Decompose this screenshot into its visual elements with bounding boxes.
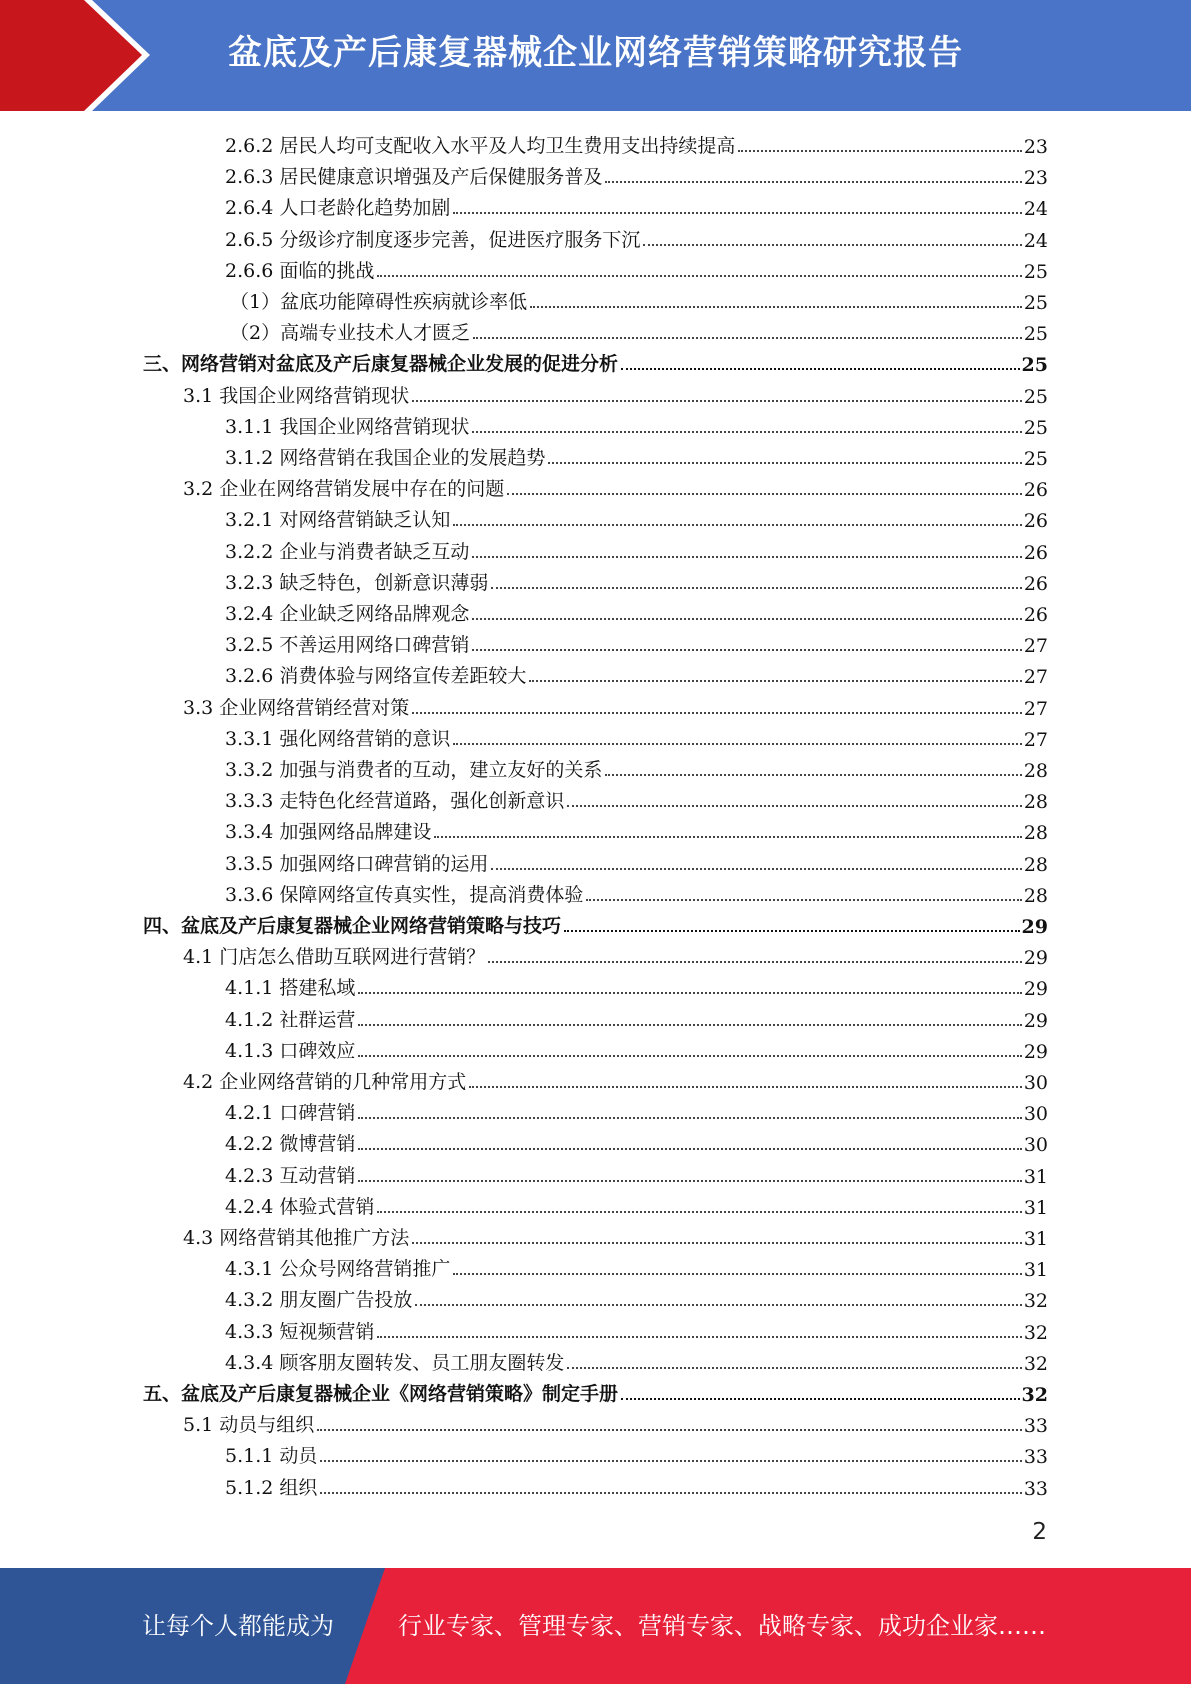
toc-entry-page: 27	[1023, 728, 1048, 751]
toc-entry[interactable]	[183, 938, 1048, 969]
toc-entry-page: 28	[1023, 822, 1048, 845]
report-title: 盆底及产后康复器械企业网络营销策略研究报告	[228, 33, 963, 73]
toc-entry[interactable]	[225, 595, 1048, 626]
toc-leader-dots	[412, 400, 1022, 402]
toc-entry[interactable]	[230, 314, 1048, 345]
toc-entry-page: 25	[1023, 385, 1048, 408]
toc-leader-dots	[567, 1367, 1021, 1369]
toc-leader-dots	[358, 1180, 1021, 1182]
toc-entry-page: 29	[1023, 947, 1048, 970]
toc-entry[interactable]	[225, 1344, 1048, 1375]
toc-entry-label: 2.6.5 分级诊疗制度逐步完善，促进医疗服务下沉	[225, 228, 641, 251]
toc-entry-page: 25	[1023, 416, 1048, 439]
toc-entry[interactable]	[183, 470, 1048, 501]
toc-entry-page: 28	[1023, 884, 1048, 907]
toc-leader-dots	[358, 1055, 1021, 1057]
toc-entry-label: 4.3.1 公众号网络营销推广	[225, 1258, 451, 1281]
toc-entry-page: 33	[1023, 1477, 1048, 1500]
toc-leader-dots	[621, 1398, 1020, 1400]
toc-entry-label: 4.3 网络营销其他推广方法	[183, 1227, 410, 1249]
toc-entry-page: 29	[1023, 1009, 1048, 1032]
toc-entry-label: 4.2 企业网络营销的几种常用方式	[183, 1071, 467, 1093]
toc-leader-dots	[453, 1273, 1021, 1275]
toc-leader-dots	[412, 1242, 1022, 1244]
toc-entry-page: 23	[1023, 136, 1048, 158]
toc-entry-label: 4.2.3 互动营销	[225, 1164, 356, 1187]
toc-entry[interactable]	[225, 813, 1048, 844]
header-red-chevron	[0, 0, 150, 111]
toc-entry-page: 27	[1023, 697, 1048, 720]
toc-leader-dots	[473, 337, 1022, 339]
toc-entry-label: 四、盆底及产后康复器械企业网络营销策略与技巧	[143, 915, 562, 937]
toc-entry[interactable]	[225, 564, 1048, 595]
toc-leader-dots	[412, 712, 1022, 714]
toc-entry-label: 3.1 我国企业网络营销现状	[183, 384, 410, 407]
toc-entry-label: 4.2.2 微博营销	[225, 1133, 356, 1156]
toc-entry-label: 4.3.4 顾客朋友圈转发、员工朋友圈转发	[225, 1351, 565, 1374]
toc-leader-dots	[320, 1460, 1021, 1462]
toc-entry-label: 4.3.2 朋友圈广告投放	[225, 1289, 413, 1312]
page-header	[0, 0, 1191, 111]
toc-leader-dots	[358, 992, 1021, 994]
toc-entry-label: 3.3.6 保障网络宣传真实性，提高消费体验	[225, 883, 584, 906]
toc-entry[interactable]	[225, 1094, 1048, 1125]
toc-entry[interactable]	[225, 533, 1048, 564]
toc-entry-page: 24	[1023, 229, 1048, 252]
toc-entry-page: 31	[1023, 1196, 1048, 1219]
toc-leader-dots	[491, 868, 1021, 870]
toc-entry-label: （1）盆底功能障碍性疾病就诊率低	[230, 291, 528, 313]
toc-entry[interactable]	[225, 876, 1048, 907]
toc-entry[interactable]	[225, 657, 1048, 688]
toc-entry-label: 2.6.6 面临的挑战	[225, 259, 375, 282]
toc-leader-dots	[605, 181, 1021, 183]
toc-leader-dots	[491, 587, 1021, 589]
toc-entry-page: 33	[1023, 1415, 1048, 1438]
toc-leader-dots	[453, 743, 1021, 745]
toc-entry[interactable]	[183, 1406, 1048, 1437]
toc-entry-page: 25	[1021, 354, 1048, 377]
toc-entry-page: 27	[1023, 666, 1048, 689]
toc-entry-label: 3.3 企业网络营销经营对策	[183, 696, 410, 719]
toc-entry-label: 2.6.4 人口老龄化趋势加剧	[225, 197, 451, 220]
toc-entry-page: 33	[1023, 1446, 1048, 1469]
toc-entry-page: 29	[1021, 916, 1048, 938]
toc-entry-label: 五、盆底及产后康复器械企业《网络营销策略》制定手册	[143, 1383, 619, 1405]
toc-entry-label: 3.3.5 加强网络口碑营销的运用	[225, 852, 489, 875]
toc-entry-page: 29	[1023, 978, 1048, 1001]
toc-entry[interactable]	[225, 189, 1048, 220]
toc-entry[interactable]	[225, 221, 1048, 252]
toc-entry-label: 3.1.1 我国企业网络营销现状	[225, 415, 470, 438]
toc-entry-page: 30	[1023, 1134, 1048, 1157]
toc-entry-label: 3.2.2 企业与消费者缺乏互动	[225, 540, 470, 563]
toc-entry-label: 3.2.3 缺乏特色，创新意识薄弱	[225, 571, 489, 594]
toc-entry[interactable]	[225, 439, 1048, 470]
toc-entry-page: 25	[1023, 448, 1048, 470]
toc-entry-label: 3.3.2 加强与消费者的互动，建立友好的关系	[225, 759, 603, 781]
toc-entry-label: （2）高端专业技术人才匮乏	[230, 322, 471, 345]
toc-entry[interactable]	[225, 408, 1048, 439]
toc-entry-label: 2.6.3 居民健康意识增强及产后保健服务普及	[225, 166, 603, 189]
toc-leader-dots	[621, 368, 1020, 370]
toc-leader-dots	[358, 1148, 1021, 1150]
toc-leader-dots	[643, 244, 1021, 246]
toc-leader-dots	[320, 1492, 1021, 1494]
toc-entry-page: 31	[1023, 1259, 1048, 1282]
toc-entry[interactable]	[225, 1313, 1048, 1344]
toc-entry-page: 26	[1023, 572, 1048, 595]
toc-entry[interactable]	[225, 1469, 1048, 1500]
toc-entry-page: 29	[1023, 1040, 1048, 1063]
toc-entry[interactable]	[225, 1032, 1048, 1063]
toc-leader-dots	[472, 649, 1021, 651]
toc-leader-dots	[377, 275, 1021, 277]
toc-entry-label: 5.1.1 动员	[225, 1445, 318, 1468]
toc-entry-label: 3.3.4 加强网络品牌建设	[225, 821, 432, 844]
toc-entry[interactable]	[225, 1250, 1048, 1281]
toc-entry[interactable]	[225, 158, 1048, 189]
toc-entry-page: 31	[1023, 1228, 1048, 1250]
page-number: 2	[1032, 1519, 1047, 1545]
toc-entry-label: 2.6.2 居民人均可支配收入水平及人均卫生费用支出持续提高	[225, 135, 736, 157]
toc-entry[interactable]	[225, 252, 1048, 283]
toc-entry[interactable]	[183, 689, 1048, 720]
toc-leader-dots	[317, 1429, 1022, 1431]
toc-entry[interactable]	[225, 782, 1048, 813]
toc-leader-dots	[415, 1304, 1021, 1306]
toc-entry[interactable]	[225, 1437, 1048, 1468]
toc-leader-dots	[472, 556, 1021, 558]
toc-leader-dots	[358, 1024, 1021, 1026]
toc-entry[interactable]	[225, 1125, 1048, 1156]
toc-entry-page: 23	[1023, 167, 1048, 190]
toc-entry[interactable]	[225, 751, 1048, 782]
toc-entry[interactable]	[225, 501, 1048, 532]
toc-entry[interactable]	[183, 1219, 1048, 1250]
toc-entry[interactable]	[143, 345, 1048, 376]
toc-entry-page: 26	[1023, 541, 1048, 564]
toc-leader-dots	[453, 524, 1021, 526]
toc-entry-label: 4.1.3 口碑效应	[225, 1039, 356, 1062]
toc-leader-dots	[469, 1086, 1022, 1088]
toc-entry[interactable]	[225, 969, 1048, 1000]
toc-entry[interactable]	[143, 907, 1048, 938]
toc-leader-dots	[507, 493, 1022, 495]
toc-entry[interactable]	[225, 626, 1048, 657]
toc-entry-page: 32	[1023, 1290, 1048, 1313]
toc-leader-dots	[567, 805, 1021, 807]
toc-entry-page: 30	[1023, 1072, 1048, 1094]
toc-entry[interactable]	[143, 1375, 1048, 1406]
toc-leader-dots	[377, 1211, 1021, 1213]
toc-entry-page: 28	[1023, 853, 1048, 876]
toc-entry[interactable]	[225, 1281, 1048, 1312]
toc-leader-dots	[434, 836, 1021, 838]
toc-entry[interactable]	[183, 1063, 1048, 1094]
toc-entry-page: 30	[1023, 1103, 1048, 1126]
toc-entry-page: 25	[1023, 323, 1048, 346]
toc-entry[interactable]	[183, 377, 1048, 408]
toc-entry-page: 32	[1021, 1384, 1048, 1406]
toc-leader-dots	[738, 150, 1021, 152]
footer-slogan-left: 让每个人都能成为	[142, 1612, 334, 1640]
toc-entry[interactable]	[225, 1001, 1048, 1032]
toc-entry-label: 3.2.6 消费体验与网络宣传差距较大	[225, 665, 527, 688]
toc-entry-page: 26	[1023, 479, 1048, 502]
footer-slogan-right: 行业专家、管理专家、营销专家、战略专家、成功企业家……	[398, 1612, 1046, 1640]
toc-entry-label: 5.1 动员与组织	[183, 1414, 315, 1437]
toc-entry-page: 31	[1023, 1165, 1048, 1188]
toc-entry-label: 4.1.2 社群运营	[225, 1008, 356, 1031]
toc-entry-label: 3.3.1 强化网络营销的意识	[225, 727, 451, 750]
toc-entry-page: 32	[1023, 1321, 1048, 1344]
toc-leader-dots	[377, 1336, 1021, 1338]
toc-leader-dots	[453, 212, 1021, 214]
toc-entry-label: 3.2.4 企业缺乏网络品牌观念	[225, 603, 470, 625]
toc-entry-page: 26	[1023, 604, 1048, 626]
toc-entry-label: 三、网络营销对盆底及产后康复器械企业发展的促进分析	[143, 353, 619, 376]
toc-leader-dots	[488, 961, 1022, 963]
toc-entry[interactable]	[225, 845, 1048, 876]
toc-entry-page: 25	[1023, 292, 1048, 314]
toc-entry-label: 3.1.2 网络营销在我国企业的发展趋势	[225, 447, 546, 469]
toc-entry-page: 26	[1023, 510, 1048, 533]
toc-entry-page: 28	[1023, 791, 1048, 814]
toc-leader-dots	[472, 431, 1021, 433]
toc-entry[interactable]	[230, 283, 1048, 314]
toc-leader-dots	[586, 899, 1021, 901]
toc-entry[interactable]	[225, 720, 1048, 751]
toc-leader-dots	[358, 1117, 1021, 1119]
toc-leader-dots	[529, 680, 1021, 682]
toc-entry-page: 25	[1023, 260, 1048, 283]
toc-entry[interactable]	[225, 1188, 1048, 1219]
toc-entry-page: 28	[1023, 760, 1048, 782]
toc-entry-page: 27	[1023, 635, 1048, 658]
toc-leader-dots	[472, 618, 1021, 620]
toc-entry-label: 4.1 门店怎么借助互联网进行营销？	[183, 946, 486, 969]
toc-entry-label: 5.1.2 组织	[225, 1476, 318, 1499]
toc-entry-label: 3.2.5 不善运用网络口碑营销	[225, 634, 470, 657]
toc-entry-label: 3.2 企业在网络营销发展中存在的问题	[183, 478, 505, 501]
toc-entry-label: 3.2.1 对网络营销缺乏认知	[225, 509, 451, 532]
toc-entry-label: 4.3.3 短视频营销	[225, 1320, 375, 1343]
toc-entry-label: 3.3.3 走特色化经营道路，强化创新意识	[225, 790, 565, 813]
toc-leader-dots	[530, 306, 1022, 308]
toc-entry-label: 4.1.1 搭建私域	[225, 977, 356, 1000]
toc-entry-label: 4.2.4 体验式营销	[225, 1195, 375, 1218]
toc-entry-page: 32	[1023, 1352, 1048, 1375]
toc-leader-dots	[605, 774, 1021, 776]
toc-leader-dots	[548, 462, 1021, 464]
page-footer	[0, 1568, 1191, 1684]
toc-entry-page: 24	[1023, 198, 1048, 221]
toc-entry[interactable]	[225, 1157, 1048, 1188]
toc-leader-dots	[564, 930, 1020, 932]
toc-entry-label: 4.2.1 口碑营销	[225, 1102, 356, 1125]
toc-entry[interactable]	[225, 127, 1048, 158]
